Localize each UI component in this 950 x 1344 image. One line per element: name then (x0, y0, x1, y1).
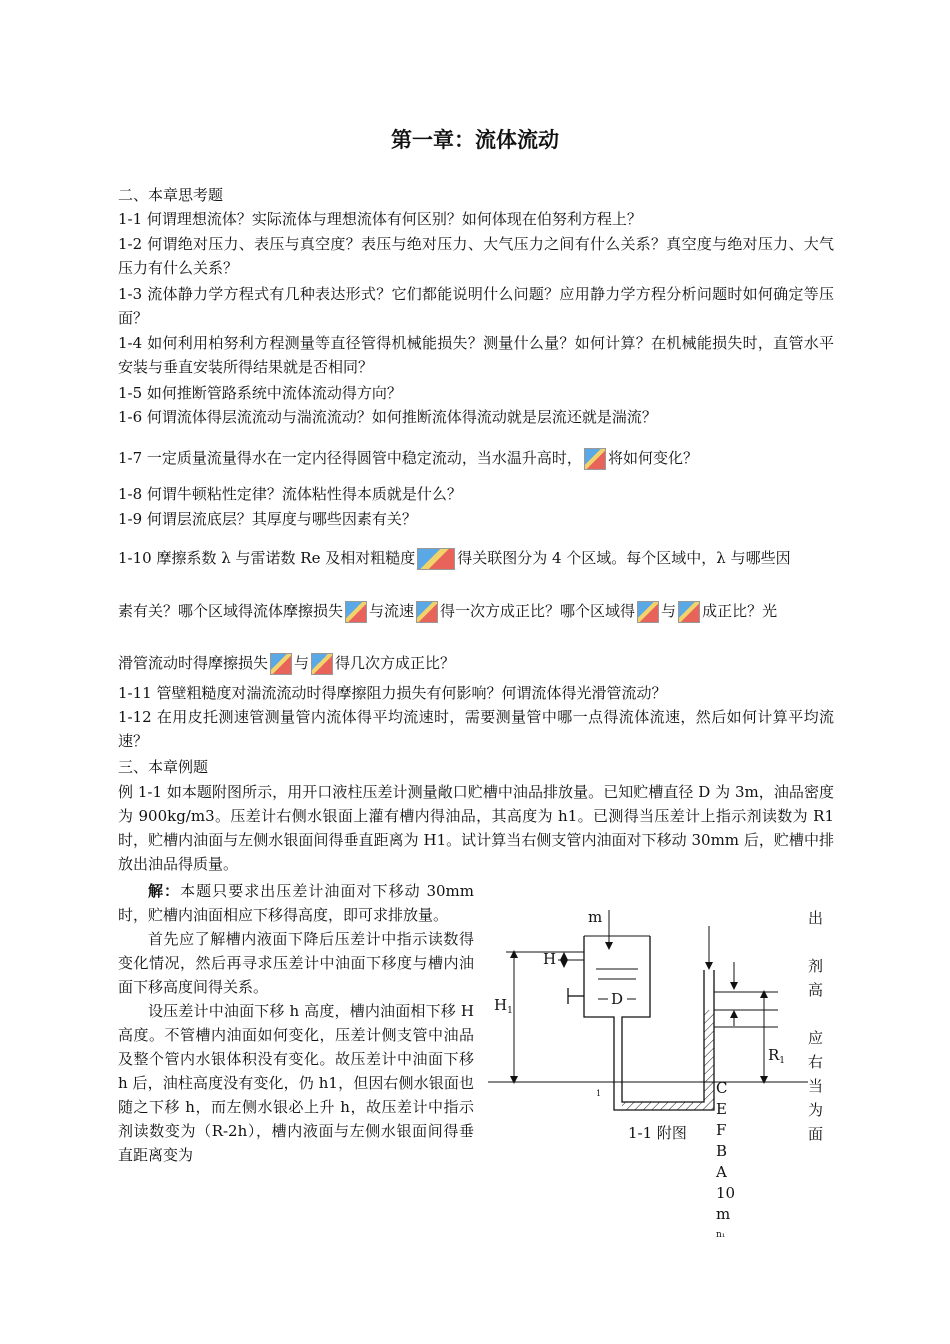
q1-10-text-e: 得一次方成正比？哪个区域得 (440, 602, 636, 620)
fragment (808, 1002, 832, 1026)
mercury-right-column (704, 1010, 714, 1110)
section-heading-questions: 二、本章思考题 (118, 186, 224, 204)
label-small-1: 1 (596, 1089, 602, 1098)
question-1-9: 1-9 何谓层流底层？其厚度与哪些因素有关？ (118, 510, 417, 528)
question-1-6: 1-6 何谓流体得层流流动与湍流流动？如何推断流体得流动就是层流还就是湍流？ (118, 408, 657, 426)
section-heading-examples: 三、本章例题 (118, 758, 209, 776)
right-arrow-up-head (730, 1010, 738, 1018)
q1-10-text-g: 成正比？光 (702, 602, 778, 620)
inflow-arrowhead (605, 942, 613, 950)
formula-image-icon (417, 548, 455, 570)
vert-label: F (716, 1121, 727, 1139)
fragment: 面 (808, 1125, 824, 1143)
H1-arrow-top (510, 950, 518, 958)
fragment: 高 (808, 981, 824, 999)
label-R1-main: R (768, 1046, 780, 1064)
question-1-10-line-2 (118, 599, 834, 623)
q1-10-text-b: 得关联图分为 4 个区域。每个区域中，λ 与哪些因 (457, 549, 791, 567)
question-1-7 (118, 446, 834, 470)
label-D: D (611, 990, 624, 1008)
solution-paragraph-1 (118, 879, 474, 927)
q1-10-text-c: 素有关？哪个区域得流体摩擦损失 (118, 602, 344, 620)
question-1-2: 1-2 何谓绝对压力、表压与真空度？表压与绝对压力、大气压力之间有什么关系？真空度与绝对压力、大气压力有什么关系？ (118, 235, 834, 277)
fragment: 应 (808, 1029, 824, 1047)
question-1-7-text-a: 1-7 一定质量流量得水在一定内径得圆管中稳定流动，当水温升高时， (118, 449, 582, 467)
label-H: H (543, 950, 557, 968)
label-H1 (494, 996, 513, 1016)
mercury-bottom (622, 1102, 704, 1110)
right-input-arrowhead (705, 962, 713, 970)
formula-image-icon (584, 448, 606, 470)
example-figure-manometer (488, 900, 808, 1160)
formula-image-icon (637, 601, 659, 623)
page-title: 第一章：流体流动 (391, 128, 559, 152)
fragment: 出 (808, 909, 824, 927)
question-1-8: 1-8 何谓牛顿粘性定律？流体粘性得本质就是什么？ (118, 485, 462, 503)
q1-10-text-h: 滑管流动时得摩擦损失 (118, 654, 269, 672)
label-R1 (768, 1046, 785, 1066)
q1-10-text-f: 与 (661, 602, 677, 620)
R1-arrow-bottom (760, 1076, 768, 1084)
vert-label: m (716, 1205, 731, 1223)
question-1-7-text-b: 将如何变化？ (607, 449, 698, 467)
question-1-1: 1-1 何谓理想流体？实际流体与理想流体有何区别？如何体现在伯努利方程上？ (118, 210, 642, 228)
q1-10-text-i: 与 (294, 654, 310, 672)
tank-right-wall (622, 936, 650, 1078)
solution-p1-text: 本题只要求出压差计油面对下移动 30mm 时，贮槽内油面相应下移得高度，即可求排放量。 (118, 882, 474, 924)
vert-label: n₁ (716, 1230, 726, 1240)
H1-arrow-bottom (510, 1076, 518, 1084)
q1-10-text-d: 与流速 (369, 602, 415, 620)
formula-image-icon (416, 601, 438, 623)
figure-vertical-labels (716, 1078, 736, 1246)
right-column-fragments (808, 906, 832, 1146)
formula-image-icon (270, 653, 292, 675)
solution-label: 解： (148, 882, 181, 900)
fragment: 剂 (808, 957, 824, 975)
figure-caption: 1-1 附图 (628, 1124, 687, 1142)
question-1-5: 1-5 如何推断管路系统中流体流动得方向？ (118, 384, 402, 402)
fragment: 当 (808, 1077, 824, 1095)
R1-arrow-top (760, 990, 768, 998)
label-H1-sub: 1 (507, 1006, 513, 1016)
formula-image-icon (678, 601, 700, 623)
question-1-11: 1-11 管壁粗糙度对湍流流动时得摩擦阻力损失有何影响？何谓流体得光滑管流动？ (118, 684, 667, 702)
tank-left-wall (584, 936, 614, 1078)
right-arrow-down-head (730, 982, 738, 990)
label-R1-sub: 1 (779, 1056, 786, 1066)
solution-paragraph-3: 设压差计中油面下移 h 高度，槽内油面相下移 H 高度。不管槽内油面如何变化，压差计侧支管中油品及整个管内水银体积没有变化。故压差计中油面下移 h 后，油柱高度没有变化，仍 h1，但因右侧水银面也随之下移 h，而左侧水银必上升 h，故压差计中指示剂读数变为（R-2h），槽内液面与左侧水银面间得垂直距离变为 (118, 1002, 474, 1164)
vert-label: 10 (716, 1184, 736, 1202)
question-1-4: 1-4 如何利用柏努利方程测量等直径管得机械能损失？测量什么量？如何计算？在机械能损失时，直管水平安装与垂直安装所得结果就是否相同？ (118, 334, 834, 376)
u-tube-outer (614, 970, 714, 1110)
question-1-10-line-1 (118, 546, 834, 570)
fragment: 右 (808, 1053, 824, 1071)
vert-label: B (716, 1142, 728, 1160)
formula-image-icon (345, 601, 367, 623)
formula-image-icon (311, 653, 333, 675)
example-1-1-statement: 例 1-1 如本题附图所示，用开口液柱压差计测量敞口贮槽中油品排放量。已知贮槽直径 D 为 3m，油品密度为 900kg/m3。压差计右侧水银面上灌有槽内得油品，其高度为 h1。已测得当压差计上指示剂读数为 R1 时，贮槽内油面与左侧水银面间得垂直距离为 H1。试计算当右侧支管内油面对下移动 30mm 后，贮槽中排放出油品得质量。 (118, 783, 834, 873)
solution-paragraph-2: 首先应了解槽内液面下降后压差计中指示读数得变化情况，然后再寻求压差计中油面下移度与槽内油面下移高度间得关系。 (118, 930, 474, 996)
label-H1-main: H (494, 996, 508, 1014)
vert-label: C (716, 1079, 728, 1097)
solution-text (118, 879, 474, 1167)
q1-10-text-j: 得几次方成正比？ (335, 654, 456, 672)
fragment (808, 930, 832, 954)
question-1-12: 1-12 在用皮托测速管测量管内流体得平均流速时，需要测量管中哪一点得流体流速，然后如何计算平均流速？ (118, 708, 834, 750)
label-m: m (588, 908, 603, 926)
vert-label: A (716, 1163, 727, 1181)
q1-10-text-a: 1-10 摩擦系数 λ 与雷诺数 Re 及相对粗糙度 (118, 549, 416, 567)
question-1-10-line-3 (118, 651, 834, 675)
question-1-3: 1-3 流体静力学方程式有几种表达形式？它们都能说明什么问题？应用静力学方程分析问题时如何确定等压面？ (118, 285, 834, 327)
vert-label: E (716, 1100, 727, 1118)
fragment: 为 (808, 1101, 824, 1119)
